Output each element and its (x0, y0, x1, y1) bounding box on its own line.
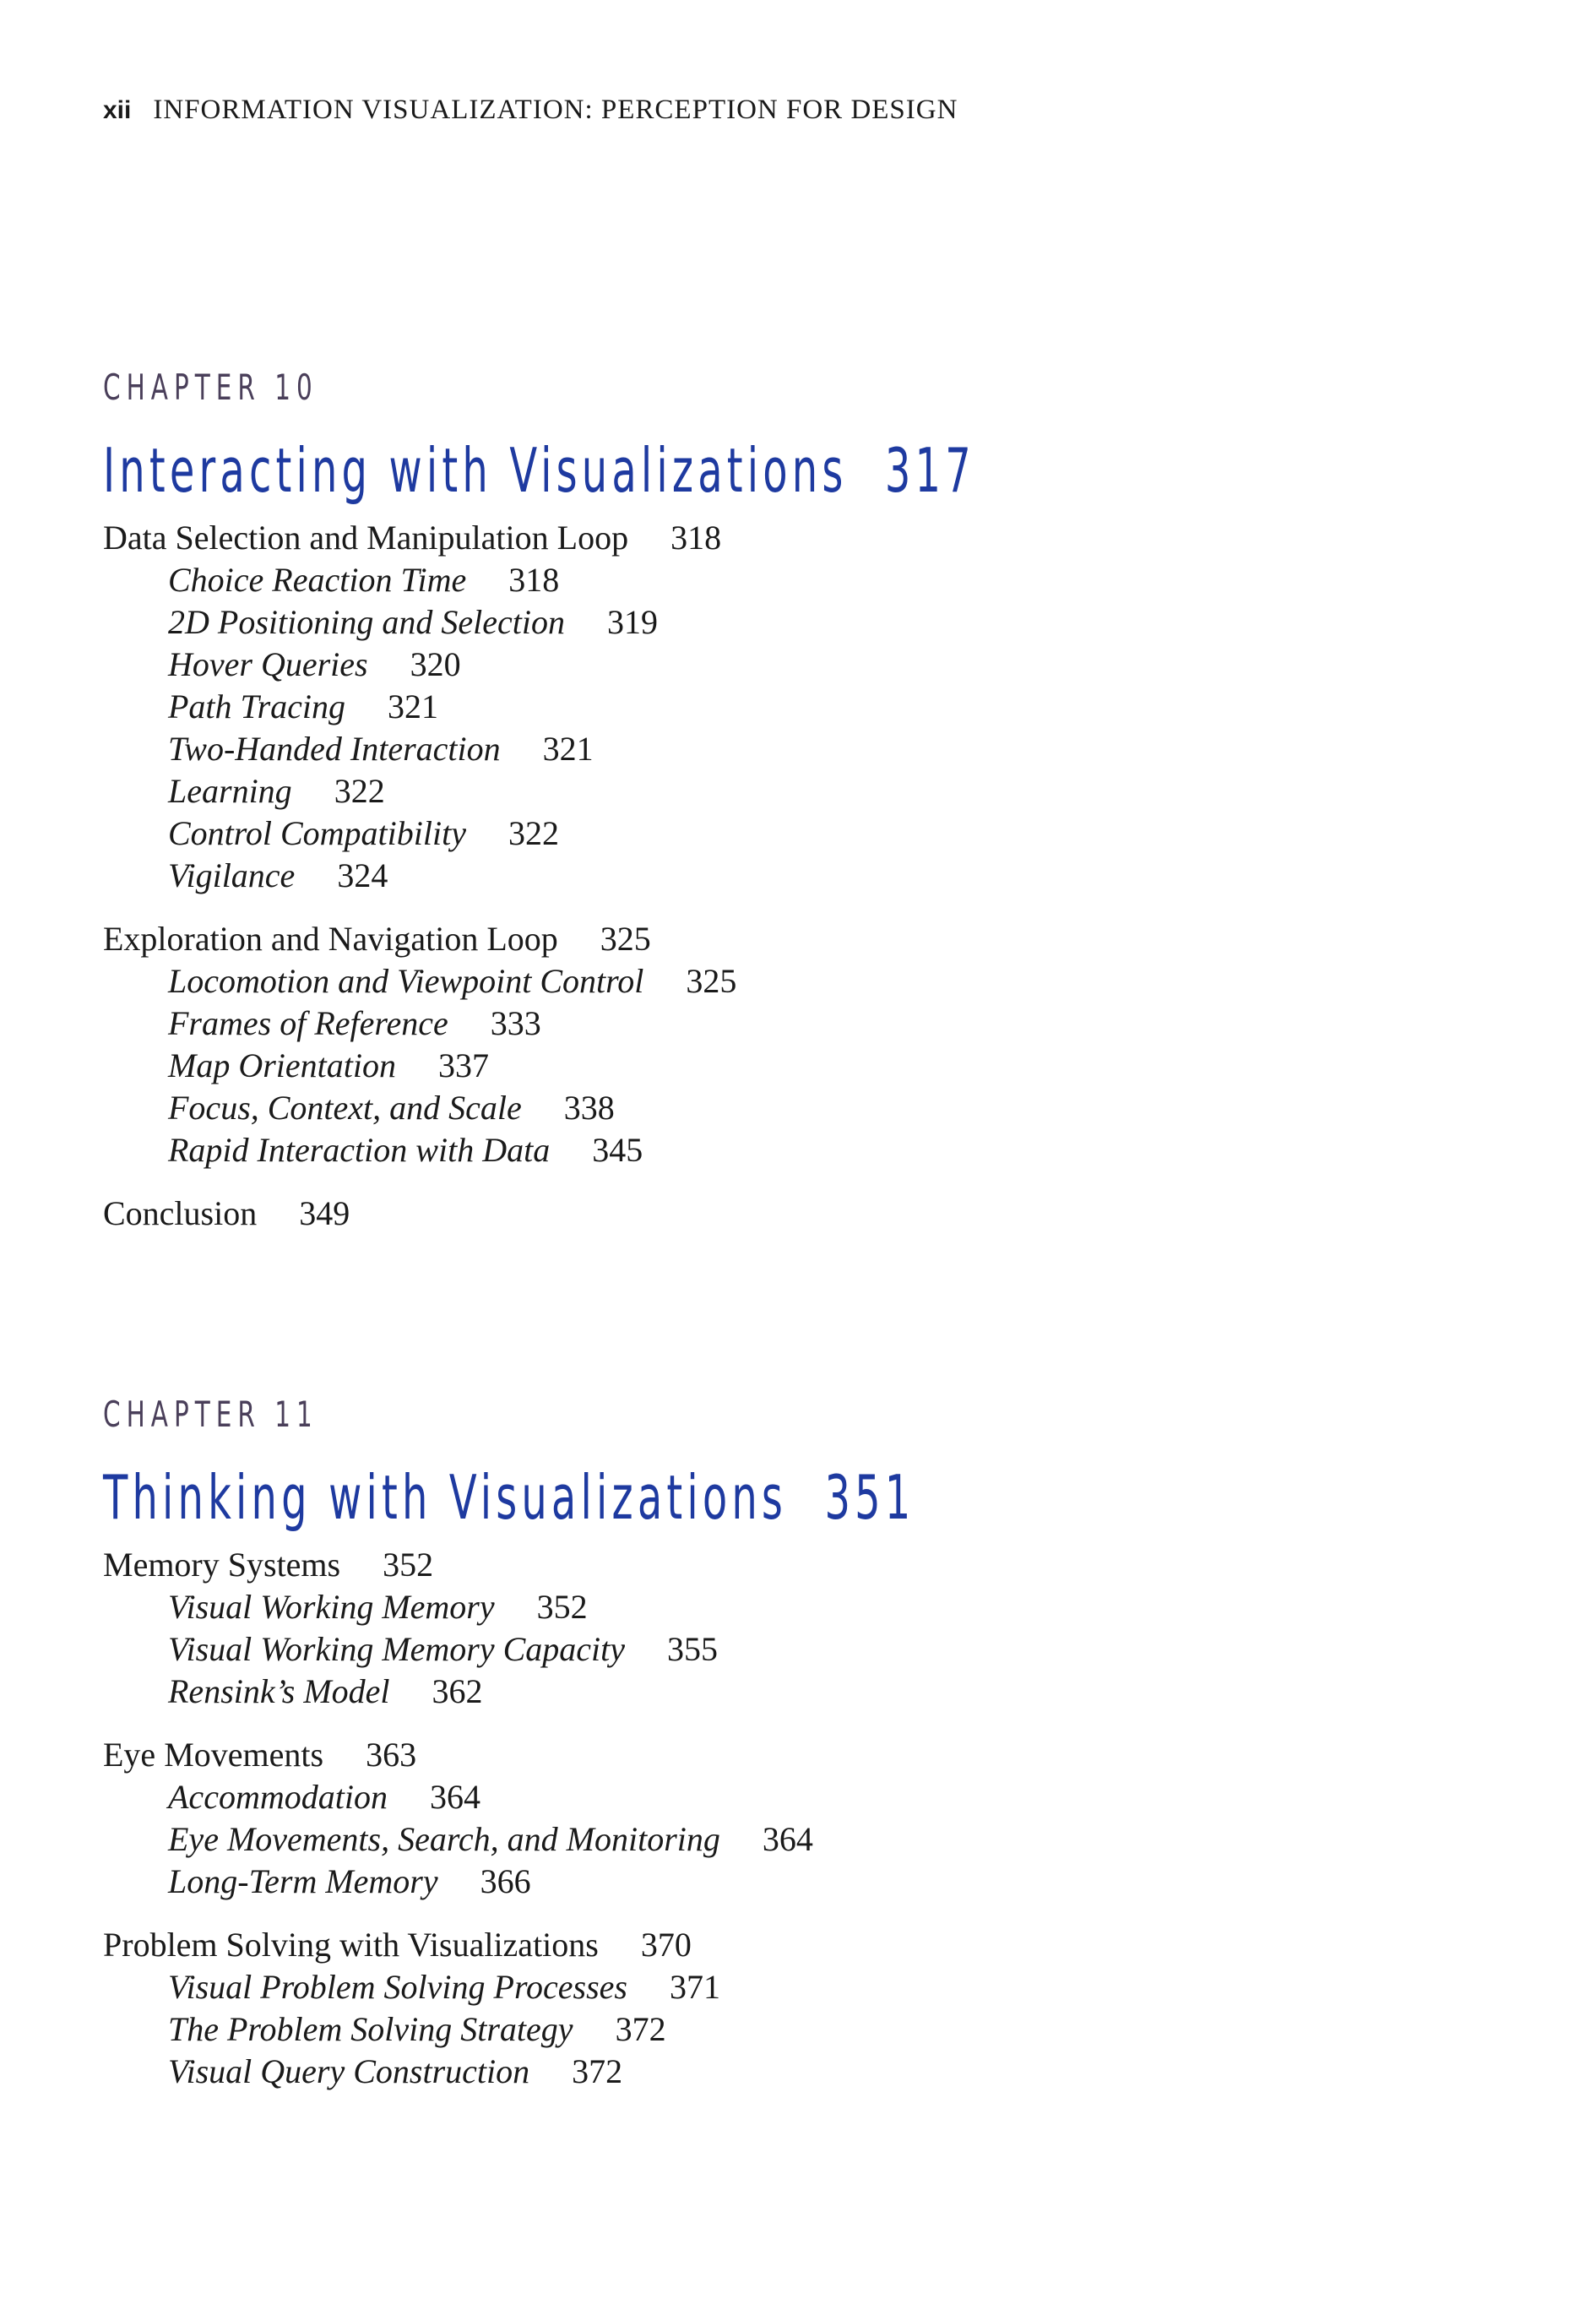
toc-subentry-page: 364 (429, 1778, 480, 1816)
toc-subentry-title: Long-Term Memory (168, 1862, 438, 1900)
toc-list (103, 517, 1496, 1235)
toc-entry-title: Problem Solving with Visualizations (103, 1926, 599, 1964)
toc-subentry[interactable] (103, 1628, 1496, 1671)
toc-entry[interactable] (103, 1193, 1496, 1235)
toc-subentry-title: Learning (168, 772, 292, 810)
toc-entry-page: 318 (670, 519, 722, 557)
toc-subentry-page: 362 (432, 1672, 483, 1710)
toc-entry[interactable] (103, 1924, 1496, 1966)
toc-subentry[interactable] (103, 812, 1496, 855)
toc-subentry[interactable] (103, 1045, 1496, 1087)
toc-entry[interactable] (103, 1544, 1496, 1586)
book-title: INFORMATION VISUALIZATION: PERCEPTION FOR DESIGN (153, 95, 958, 125)
toc-section (103, 1193, 1496, 1235)
toc-subentry-title: Accommodation (168, 1778, 388, 1816)
chapter-title-text: Thinking with Visualizations (103, 1462, 788, 1533)
chapter-label: CHAPTER 11 (103, 1394, 318, 1435)
toc-subentry-page: 324 (337, 856, 388, 894)
toc-entry-title: Memory Systems (103, 1546, 341, 1584)
toc-subentry-title: The Problem Solving Strategy (168, 2010, 573, 2048)
chapter-title-page: 317 (884, 435, 975, 506)
toc-subentry-page: 319 (606, 603, 658, 641)
toc-subentry-page: 345 (592, 1131, 643, 1169)
toc-subentry[interactable] (103, 960, 1496, 1003)
toc-subentry-page: 371 (669, 1968, 720, 2006)
toc-entry-title: Eye Movements (103, 1736, 324, 1774)
toc-subentry-title: Visual Working Memory Capacity (168, 1630, 626, 1668)
toc-subentry[interactable] (103, 1087, 1496, 1129)
toc-subentry-page: 320 (410, 645, 461, 683)
toc-subentry-title: Eye Movements, Search, and Monitoring (168, 1820, 720, 1858)
toc-subentry-title: Control Compatibility (168, 814, 466, 852)
toc-subentry[interactable] (103, 2008, 1496, 2051)
toc-section (103, 1544, 1496, 1713)
running-head (103, 95, 958, 126)
toc-subentry-page: 372 (572, 2052, 623, 2090)
toc-subentry[interactable] (103, 601, 1496, 644)
toc-subentry-page: 318 (508, 561, 560, 599)
toc-section (103, 918, 1496, 1171)
toc-subentry[interactable] (103, 1776, 1496, 1818)
toc-subentry-title: Visual Problem Solving Processes (168, 1968, 627, 2006)
toc-list (103, 1544, 1496, 2093)
toc-subentry-page: 337 (437, 1046, 489, 1084)
toc-subentry-page: 325 (686, 962, 737, 1000)
toc-entry-page: 349 (299, 1194, 350, 1232)
toc-entry[interactable] (103, 517, 1496, 559)
toc-subentry-page: 322 (508, 814, 559, 852)
toc-subentry[interactable] (103, 770, 1496, 812)
toc-subentry-title: 2D Positioning and Selection (168, 603, 565, 641)
chapter-title[interactable] (103, 432, 1134, 508)
toc-subentry-title: Rensink’s Model (168, 1672, 390, 1710)
page-number: xii (103, 96, 132, 124)
chapter-block (103, 363, 1496, 1256)
toc-subentry-title: Choice Reaction Time (168, 561, 467, 599)
toc-subentry[interactable] (103, 855, 1496, 897)
toc-subentry[interactable] (103, 728, 1496, 770)
toc-section (103, 517, 1496, 897)
toc-entry[interactable] (103, 918, 1496, 960)
toc-subentry-title: Path Tracing (168, 687, 346, 725)
toc-subentry-title: Hover Queries (168, 645, 368, 683)
toc-entry-page: 352 (383, 1546, 434, 1584)
toc-subentry[interactable] (103, 644, 1496, 686)
toc-entry-page: 363 (366, 1736, 417, 1774)
toc-subentry-page: 321 (542, 730, 594, 768)
toc-subentry-title: Locomotion and Viewpoint Control (168, 962, 644, 1000)
chapter-title-page: 351 (824, 1462, 915, 1533)
toc-subentry[interactable] (103, 1966, 1496, 2008)
toc-subentry[interactable] (103, 1818, 1496, 1861)
toc-section (103, 1734, 1496, 1903)
toc-subentry[interactable] (103, 559, 1496, 601)
toc-entry[interactable] (103, 1734, 1496, 1776)
toc-subentry-page: 352 (536, 1588, 588, 1626)
toc-subentry-title: Map Orientation (168, 1046, 396, 1084)
toc-entry-title: Exploration and Navigation Loop (103, 920, 558, 958)
chapter-label: CHAPTER 10 (103, 367, 318, 408)
toc-subentry[interactable] (103, 1861, 1496, 1903)
toc-subentry-title: Vigilance (168, 856, 296, 894)
toc-subentry-title: Two-Handed Interaction (168, 730, 501, 768)
toc-entry-title: Data Selection and Manipulation Loop (103, 519, 629, 557)
toc-subentry-page: 333 (490, 1004, 541, 1042)
toc-subentry[interactable] (103, 1003, 1496, 1045)
toc-entry-title: Conclusion (103, 1194, 258, 1232)
toc-subentry-page: 355 (667, 1630, 719, 1668)
toc-subentry[interactable] (103, 1129, 1496, 1171)
toc-subentry-title: Frames of Reference (168, 1004, 448, 1042)
toc-subentry[interactable] (103, 1586, 1496, 1628)
toc-subentry-title: Rapid Interaction with Data (168, 1131, 551, 1169)
toc-subentry-page: 338 (563, 1089, 615, 1127)
chapter-title-text: Interacting with Visualizations (103, 435, 848, 506)
toc-section (103, 1924, 1496, 2093)
toc-entry-page: 325 (600, 920, 651, 958)
toc-entry-page: 370 (640, 1926, 692, 1964)
toc-subentry-page: 366 (480, 1862, 531, 1900)
toc-subentry[interactable] (103, 2051, 1496, 2093)
toc-subentry-title: Focus, Context, and Scale (168, 1089, 522, 1127)
toc-subentry[interactable] (103, 686, 1496, 728)
toc-subentry-title: Visual Working Memory (168, 1588, 495, 1626)
chapter-block (103, 1390, 1496, 2114)
toc-subentry-page: 372 (615, 2010, 666, 2048)
toc-subentry-title: Visual Query Construction (168, 2052, 530, 2090)
toc-subentry-page: 364 (762, 1820, 813, 1858)
toc-subentry-page: 322 (334, 772, 385, 810)
toc-subentry[interactable] (103, 1671, 1496, 1713)
chapter-title[interactable] (103, 1459, 1134, 1535)
toc-subentry-page: 321 (388, 687, 439, 725)
